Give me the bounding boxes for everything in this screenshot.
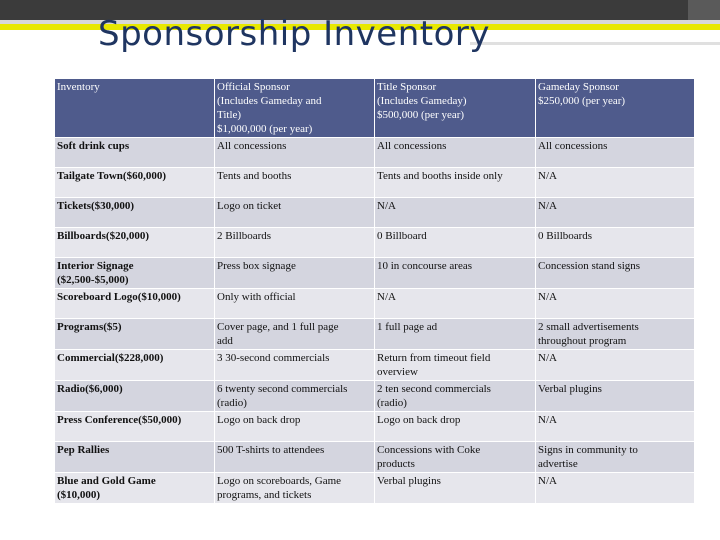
inventory-item-cell <box>55 442 215 473</box>
inventory-item-cell <box>55 381 215 412</box>
inventory-item-cell <box>55 258 215 289</box>
sponsor-benefit-cell <box>375 228 536 258</box>
sponsor-benefit-cell <box>375 412 536 442</box>
sponsor-benefit-cell <box>375 473 536 504</box>
table-row <box>55 168 695 198</box>
table-row <box>55 442 695 473</box>
cell-line: Verbal plugins <box>538 383 602 395</box>
sponsor-benefit-cell <box>536 228 695 258</box>
cell-line: N/A <box>538 200 557 212</box>
inventory-item-cell <box>55 350 215 381</box>
inventory-item-cell <box>55 168 215 198</box>
sponsor-benefit-cell <box>215 138 375 168</box>
cell-line: Interior Signage <box>57 260 134 272</box>
table-row <box>55 412 695 442</box>
inventory-item-cell <box>55 289 215 319</box>
header-cell-inventory <box>55 79 215 138</box>
slide-corner-accent <box>688 0 720 20</box>
sponsor-benefit-cell <box>536 412 695 442</box>
sponsor-benefit-cell <box>375 289 536 319</box>
cell-line: Soft drink cups <box>57 140 130 152</box>
inventory-table <box>54 78 695 504</box>
slide-accent-line <box>470 42 720 45</box>
sponsor-benefit-cell <box>375 168 536 198</box>
table-row <box>55 381 695 412</box>
sponsor-benefit-cell <box>375 258 536 289</box>
cell-line: All concessions <box>538 140 608 152</box>
sponsor-benefit-cell <box>215 228 375 258</box>
inventory-item-cell <box>55 138 215 168</box>
cell-line: Radio($6,000) <box>57 383 123 395</box>
header-cell-line: $1,000,000 (per year) <box>217 123 313 135</box>
cell-line: Press box signage <box>217 260 296 272</box>
header-cell-line: (Includes Gameday) <box>377 95 467 107</box>
cell-line: 2 Billboards <box>217 230 272 242</box>
cell-line: N/A <box>538 475 557 487</box>
sponsor-benefit-cell <box>215 381 375 412</box>
cell-line: throughout program <box>538 335 627 347</box>
sponsor-benefit-cell <box>215 350 375 381</box>
cell-line: Scoreboard Logo($10,000) <box>57 291 181 303</box>
cell-line: 2 ten second commercials <box>377 383 491 395</box>
cell-line: Cover page, and 1 full page <box>217 321 339 333</box>
cell-line: 6 twenty second commercials <box>217 383 348 395</box>
cell-line: Blue and Gold Game <box>57 475 156 487</box>
sponsor-benefit-cell <box>536 350 695 381</box>
sponsor-benefit-cell <box>215 198 375 228</box>
cell-line: (radio) <box>377 397 407 409</box>
inventory-table-body <box>55 79 695 504</box>
header-cell-line: Inventory <box>57 81 100 93</box>
cell-line: All concessions <box>377 140 447 152</box>
table-row <box>55 473 695 504</box>
cell-line: N/A <box>538 414 557 426</box>
sponsor-benefit-cell <box>215 258 375 289</box>
inventory-item-cell <box>55 473 215 504</box>
sponsor-benefit-cell <box>536 319 695 350</box>
table-row <box>55 289 695 319</box>
inventory-item-cell <box>55 412 215 442</box>
header-cell-gameday-sponsor <box>536 79 695 138</box>
header-cell-line: $250,000 (per year) <box>538 95 626 107</box>
table-row <box>55 350 695 381</box>
sponsor-benefit-cell <box>375 442 536 473</box>
cell-line: 3 30-second commercials <box>217 352 330 364</box>
cell-line: Concession stand signs <box>538 260 641 272</box>
header-cell-official-sponsor <box>215 79 375 138</box>
sponsor-benefit-cell <box>375 319 536 350</box>
cell-line: Verbal plugins <box>377 475 441 487</box>
cell-line: products <box>377 458 415 470</box>
cell-line: Logo on back drop <box>377 414 461 426</box>
header-cell-line: Title) <box>217 109 242 121</box>
sponsor-benefit-cell <box>536 198 695 228</box>
cell-line: 1 full page ad <box>377 321 438 333</box>
cell-line: (radio) <box>217 397 247 409</box>
header-cell-title-sponsor <box>375 79 536 138</box>
cell-line: Tickets($30,000) <box>57 200 135 212</box>
cell-line: Press Conference($50,000) <box>57 414 182 426</box>
cell-line: Return from timeout field <box>377 352 491 364</box>
table-row <box>55 198 695 228</box>
table-header-row <box>55 79 695 138</box>
cell-line: Tents and booths <box>217 170 292 182</box>
sponsor-benefit-cell <box>375 381 536 412</box>
sponsor-benefit-cell <box>375 198 536 228</box>
cell-line: overview <box>377 366 418 378</box>
sponsor-benefit-cell <box>215 412 375 442</box>
sponsor-benefit-cell <box>536 168 695 198</box>
sponsor-benefit-cell <box>215 442 375 473</box>
cell-line: ($2,500-$5,000) <box>57 274 129 286</box>
cell-line: N/A <box>377 291 396 303</box>
cell-line: advertise <box>538 458 578 470</box>
table-row <box>55 228 695 258</box>
cell-line: All concessions <box>217 140 287 152</box>
cell-line: N/A <box>538 291 557 303</box>
cell-line: Commercial($228,000) <box>57 352 164 364</box>
cell-line: Programs($5) <box>57 321 122 333</box>
cell-line: Signs in community to <box>538 444 638 456</box>
table-row <box>55 258 695 289</box>
table-row <box>55 138 695 168</box>
cell-line: Tailgate Town($60,000) <box>57 170 167 182</box>
sponsor-benefit-cell <box>215 319 375 350</box>
header-cell-line: Title Sponsor <box>377 81 437 93</box>
header-cell-line: Official Sponsor <box>217 81 290 93</box>
cell-line: Tents and booths inside only <box>377 170 503 182</box>
inventory-item-cell <box>55 319 215 350</box>
inventory-item-cell <box>55 228 215 258</box>
cell-line: add <box>217 335 233 347</box>
cell-line: ($10,000) <box>57 489 101 501</box>
cell-line: Pep Rallies <box>57 444 110 456</box>
cell-line: 2 small advertisements <box>538 321 639 333</box>
header-cell-line: $500,000 (per year) <box>377 109 465 121</box>
table-row <box>55 319 695 350</box>
cell-line: N/A <box>538 170 557 182</box>
sponsor-benefit-cell <box>375 138 536 168</box>
sponsor-benefit-cell <box>536 381 695 412</box>
sponsor-benefit-cell <box>536 473 695 504</box>
cell-line: Logo on back drop <box>217 414 301 426</box>
header-cell-line: (Includes Gameday and <box>217 95 322 107</box>
cell-line: Only with official <box>217 291 296 303</box>
header-cell-line: Gameday Sponsor <box>538 81 619 93</box>
sponsor-benefit-cell <box>536 138 695 168</box>
cell-line: 0 Billboard <box>377 230 427 242</box>
cell-line: Billboards($20,000) <box>57 230 149 242</box>
cell-line: 0 Billboards <box>538 230 593 242</box>
cell-line: Concessions with Coke <box>377 444 481 456</box>
sponsor-benefit-cell <box>215 168 375 198</box>
sponsor-benefit-cell <box>536 258 695 289</box>
cell-line: 500 T-shirts to attendees <box>217 444 325 456</box>
cell-line: N/A <box>377 200 396 212</box>
cell-line: programs, and tickets <box>217 489 312 501</box>
cell-line: N/A <box>538 352 557 364</box>
sponsor-benefit-cell <box>536 289 695 319</box>
sponsor-benefit-cell <box>536 442 695 473</box>
cell-line: Logo on scoreboards, Game <box>217 475 342 487</box>
sponsor-benefit-cell <box>375 350 536 381</box>
cell-line: 10 in concourse areas <box>377 260 472 272</box>
inventory-item-cell <box>55 198 215 228</box>
sponsor-benefit-cell <box>215 473 375 504</box>
cell-line: Logo on ticket <box>217 200 282 212</box>
sponsor-benefit-cell <box>215 289 375 319</box>
slide-title: Sponsorship Inventory <box>98 14 491 54</box>
